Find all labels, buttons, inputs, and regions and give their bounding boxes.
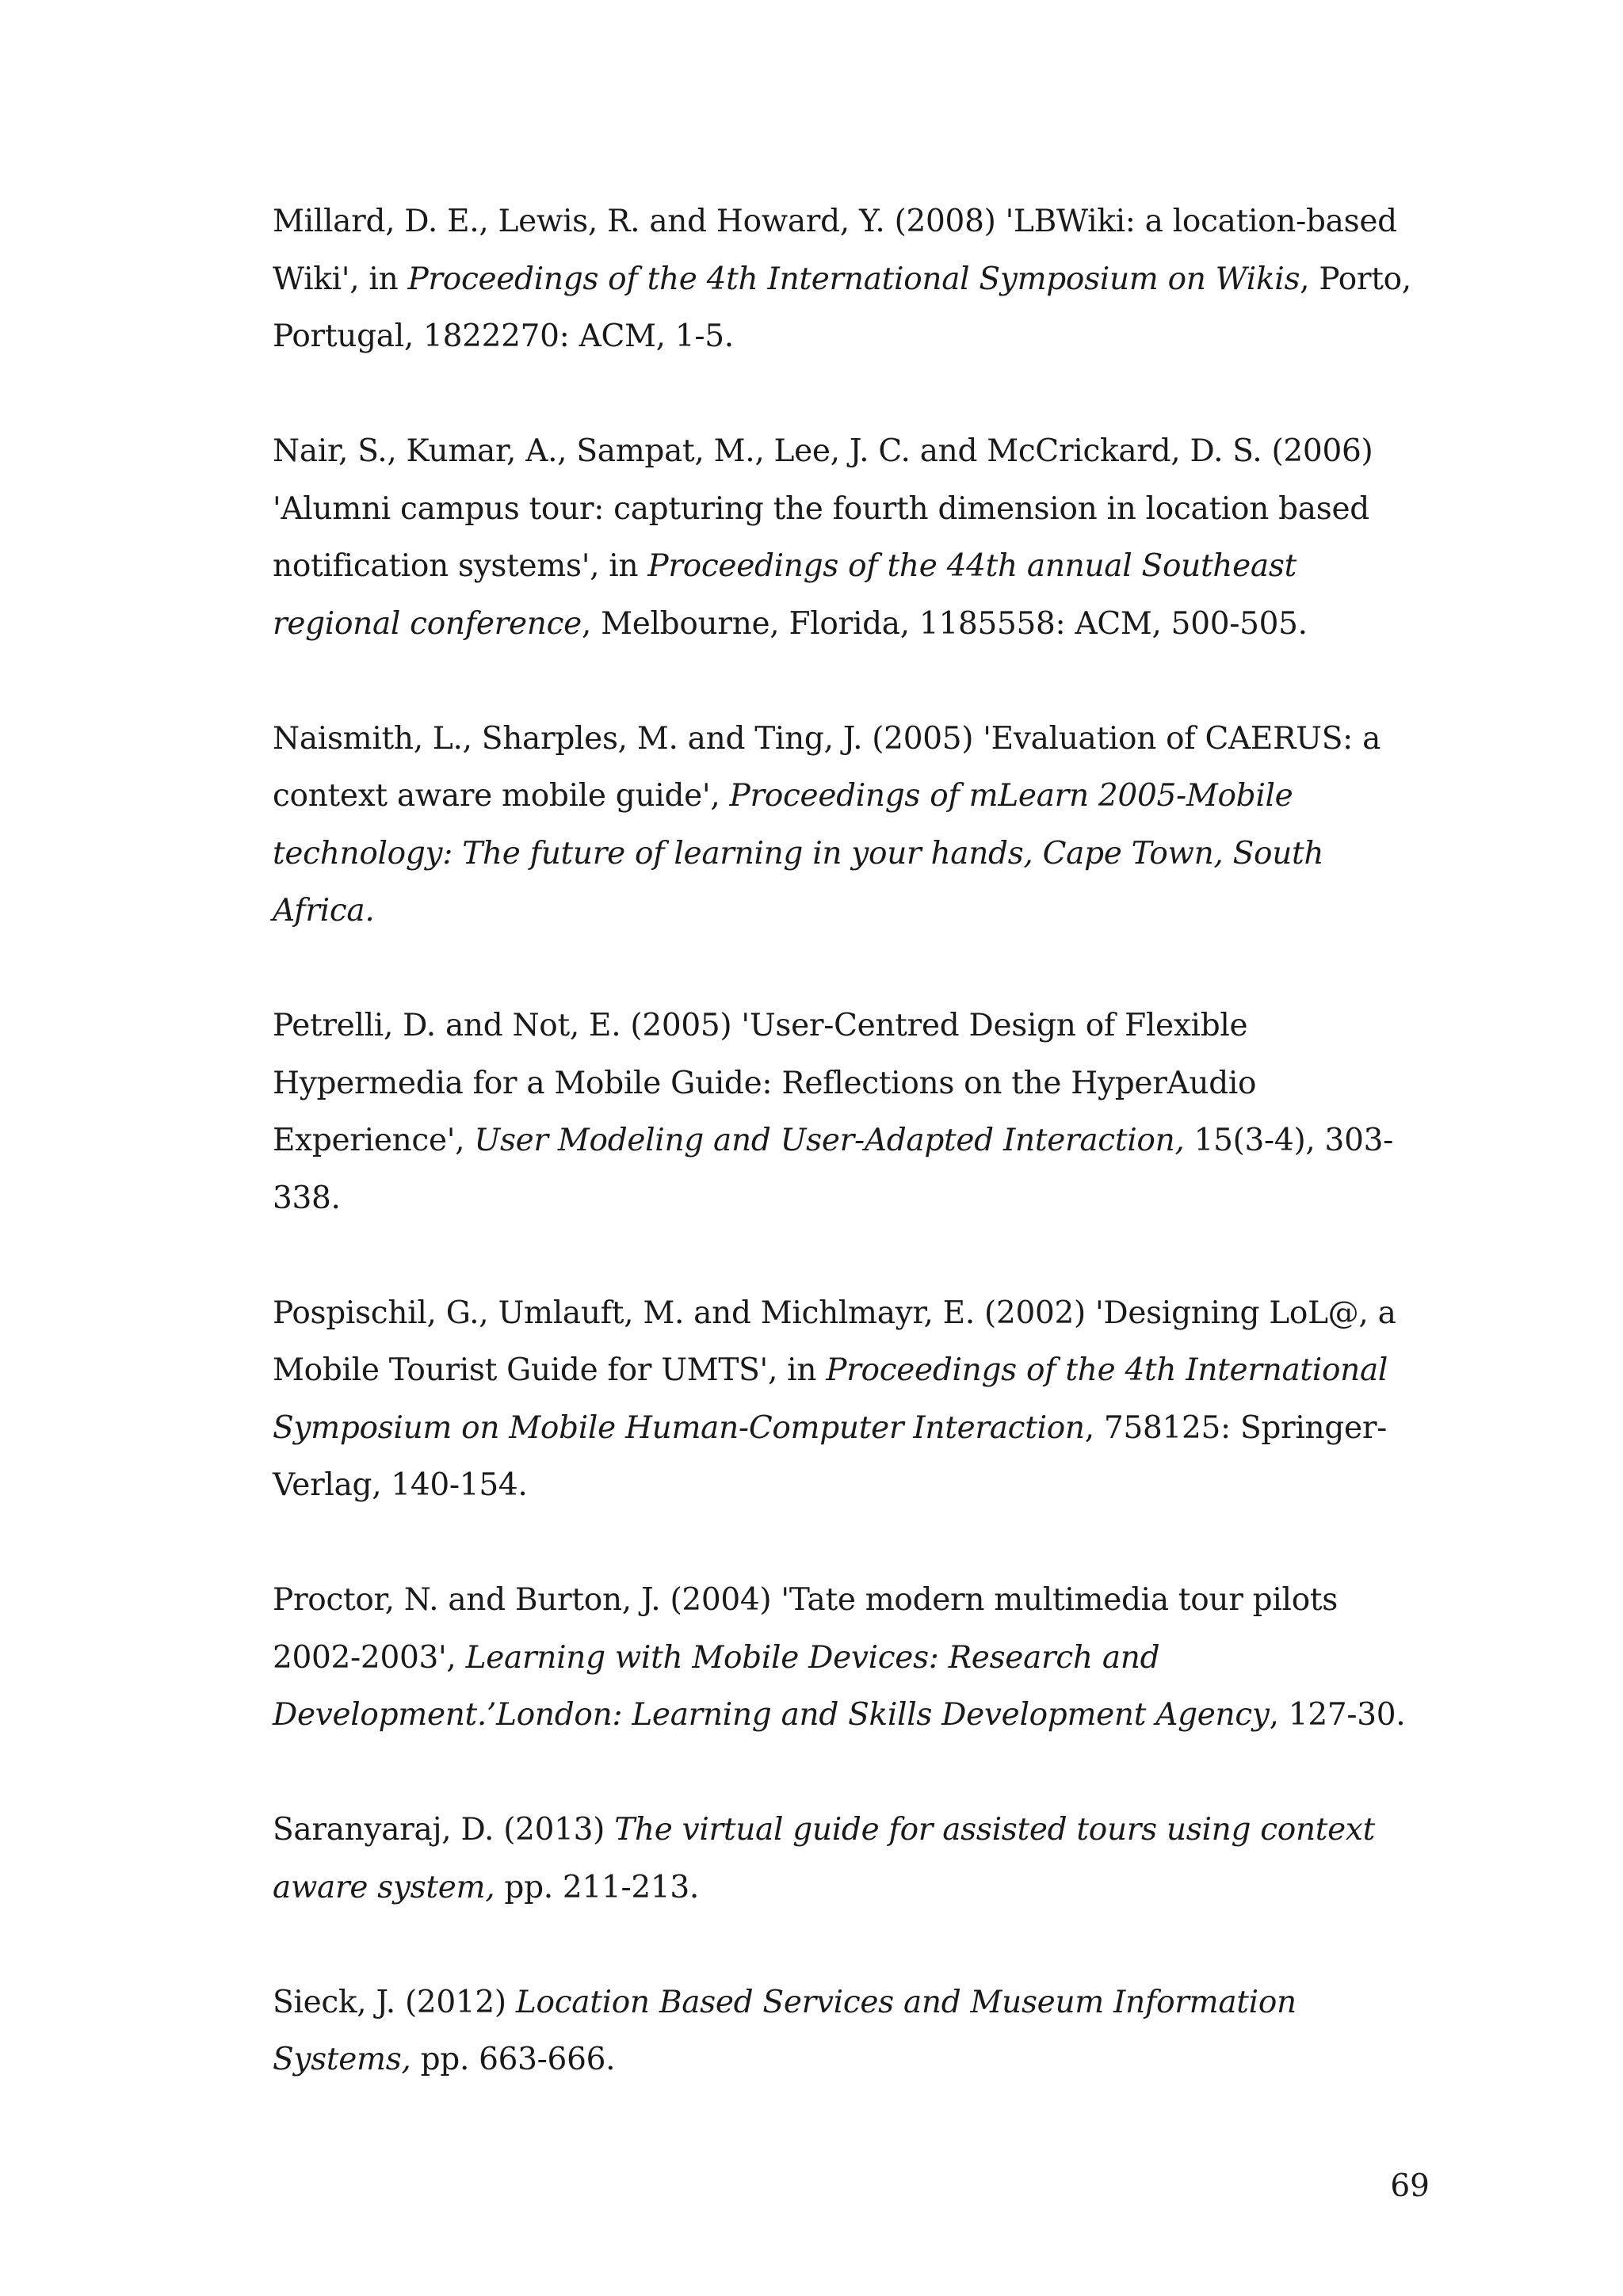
reference-text: Sieck, J. (2012)	[273, 1984, 516, 2020]
reference-text: 15(3-4), 303-338.	[273, 1123, 1393, 1216]
reference-text: Nair, S., Kumar, A., Sampat, M., Lee, J. C. and McCrickard, D. S. (2006) 'Alumni campus tour: capturing the fourth dimension in location based notification systems', in	[273, 433, 1373, 584]
reference-item	[273, 423, 1430, 653]
reference-text: , 127-30.	[1269, 1697, 1406, 1733]
reference-text: Naismith, L., Sharples, M. and Ting, J. (2005) 'Evaluation of CAERUS: a context aware mobile guide',	[273, 720, 1381, 814]
reference-item	[273, 193, 1430, 366]
reference-title: Proceedings of mLearn 2005-Mobile technology: The future of learning in your hands, Cape Town, South Africa.	[273, 778, 1324, 929]
reference-text: Pospischil, G., Umlauft, M. and Michlmayr, E. (2002) 'Designing LoL@, a Mobile Tourist Guide for UMTS', in	[273, 1295, 1396, 1388]
reference-title: Location Based Services and Museum Information Systems,	[273, 1984, 1296, 2077]
reference-title: Proceedings of the 4th International Symposium on Mobile Human-Computer Interaction	[273, 1352, 1388, 1446]
reference-text: Proctor, N. and Burton, J. (2004) 'Tate modern multimedia tour pilots 2002-2003',	[273, 1582, 1338, 1676]
reference-list	[273, 193, 1430, 2146]
reference-text: pp. 211-213.	[495, 1869, 699, 1905]
reference-text: Petrelli, D. and Not, E. (2005) 'User-Centred Design of Flexible Hypermedia for a Mobile Guide: Reflections on the HyperAudio Experience',	[273, 1008, 1257, 1158]
reference-item	[273, 1802, 1430, 1917]
reference-title: Learning with Mobile Devices: Research and Development.’London: Learning and Skills Development Agency	[273, 1639, 1270, 1733]
reference-title: Proceedings of the 4th International Symposium on Wikis	[407, 261, 1300, 297]
reference-item	[273, 997, 1430, 1227]
reference-title: User Modeling and User-Adapted Interaction,	[474, 1123, 1185, 1158]
reference-text: , Melbourne, Florida, 1185558: ACM, 500-505.	[581, 605, 1308, 642]
reference-text: Saranyaraj, D. (2013)	[273, 1812, 615, 1848]
reference-text: , 758125: Springer-Verlag, 140-154.	[273, 1409, 1388, 1503]
reference-text: , Porto, Portugal, 1822270: ACM, 1-5.	[273, 261, 1411, 354]
reference-item	[273, 1572, 1430, 1745]
reference-item	[273, 1974, 1430, 2089]
page-number: 69	[1390, 2168, 1430, 2204]
reference-item	[273, 711, 1430, 940]
reference-title: Proceedings of the 44th annual Southeast regional conference	[273, 548, 1296, 642]
reference-text: pp. 663-666.	[411, 2042, 616, 2077]
reference-item	[273, 1285, 1430, 1515]
reference-text: Millard, D. E., Lewis, R. and Howard, Y. (2008) 'LBWiki: a location-based Wiki', in	[273, 204, 1397, 297]
reference-title: The virtual guide for assisted tours using context aware system,	[273, 1812, 1375, 1905]
